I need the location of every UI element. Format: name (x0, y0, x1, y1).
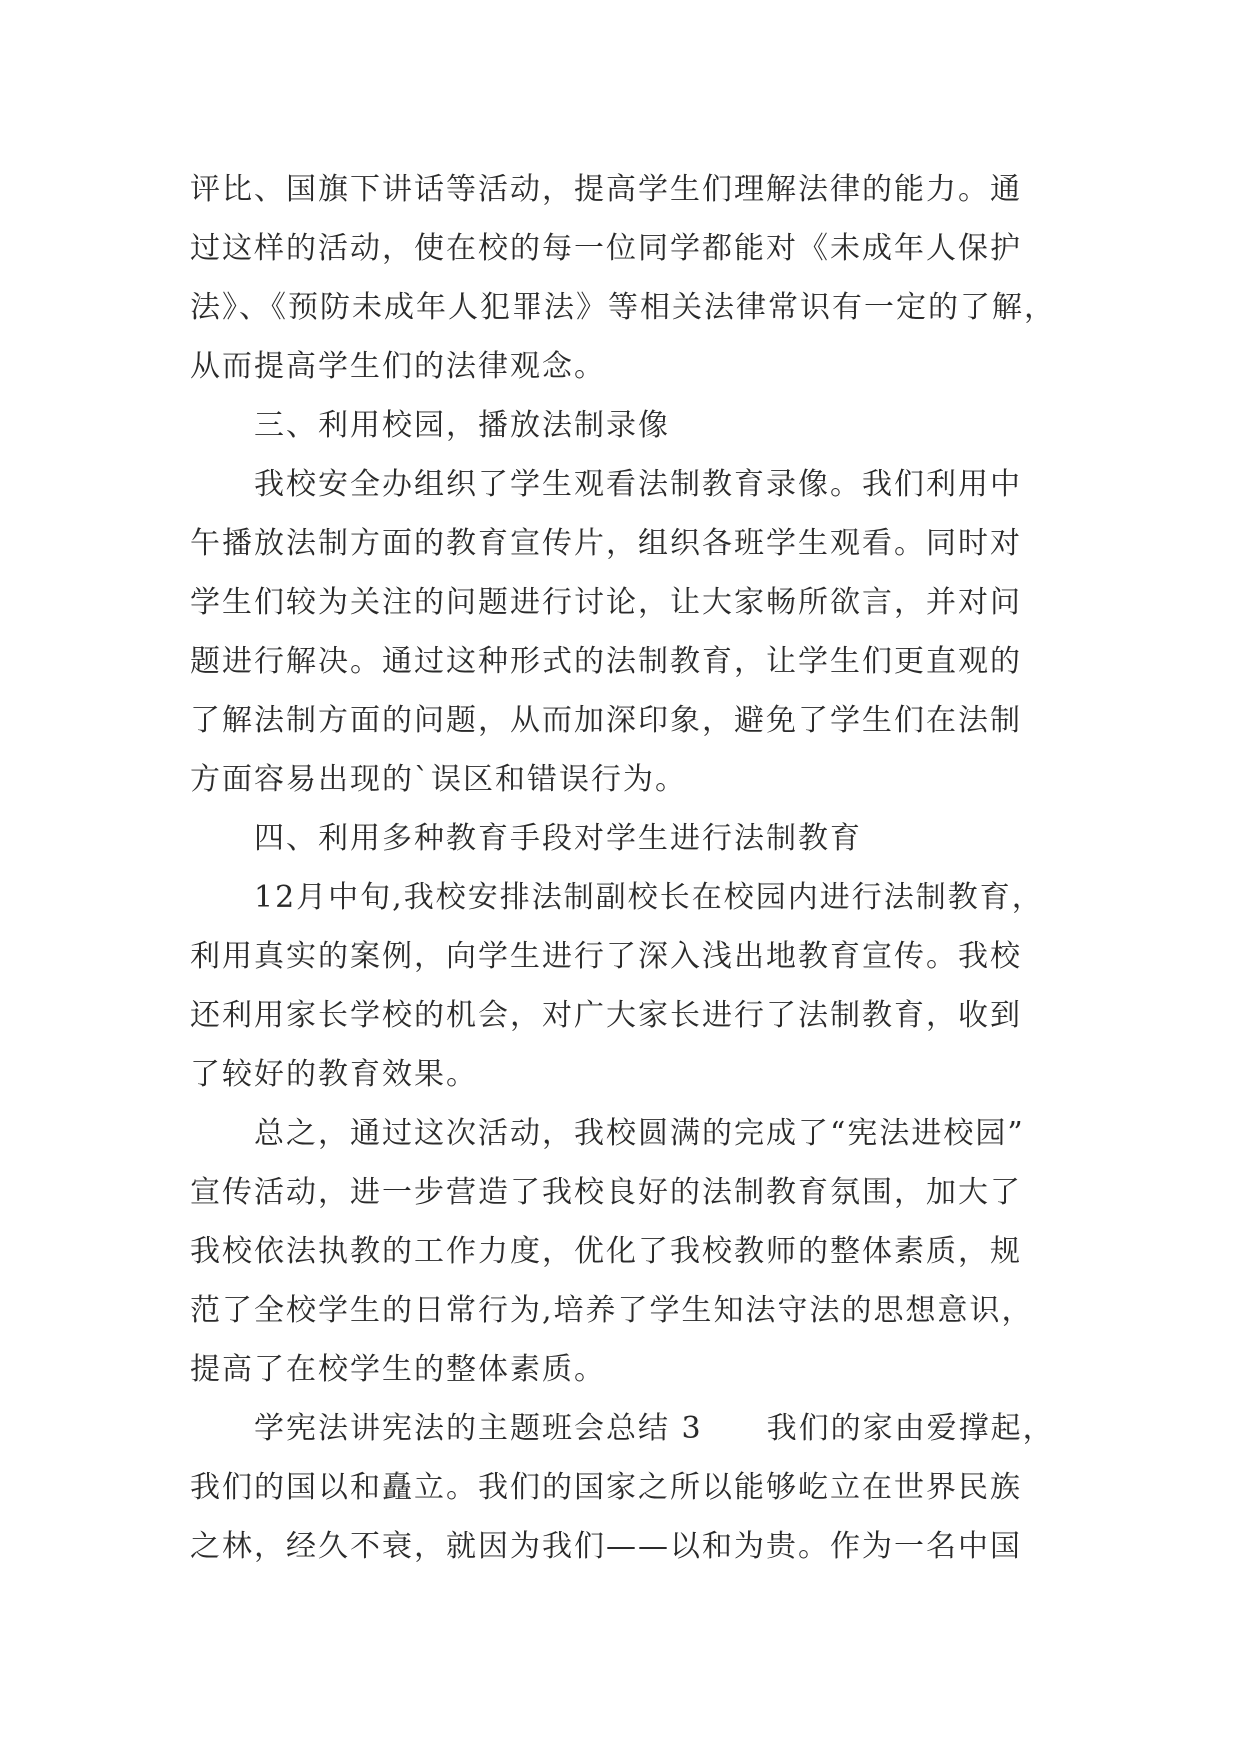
text-line: 评比、国旗下讲话等活动，提高学生们理解法律的能力。通 (190, 172, 1022, 207)
text-line: 12月中旬,我校安排法制副校长在校园内进行法制教育， (254, 880, 1044, 915)
section-heading-3: 三、利用校园，播放法制录像 (254, 408, 670, 443)
text-line: 还利用家长学校的机会，对广大家长进行了法制教育，收到 (190, 998, 1022, 1033)
text-line: 利用真实的案例，向学生进行了深入浅出地教育宣传。我校 (190, 939, 1022, 974)
text-line: 范了全校学生的日常行为,培养了学生知法守法的思想意识， (190, 1293, 1034, 1328)
section-heading-4: 四、利用多种教育手段对学生进行法制教育 (254, 821, 862, 856)
text-line: 之林，经久不衰，就因为我们——以和为贵。作为一名中国 (190, 1529, 1022, 1564)
text-line: 我们的国以和矗立。我们的国家之所以能够屹立在世界民族 (190, 1470, 1022, 1505)
text-line: 方面容易出现的`误区和错误行为。 (190, 762, 687, 797)
text-line: 宣传活动，进一步营造了我校良好的法制教育氛围，加大了 (190, 1175, 1022, 1210)
text-line: 我校依法执教的工作力度，优化了我校教师的整体素质，规 (190, 1234, 1022, 1269)
text-line: 从而提高学生们的法律观念。 (190, 349, 606, 384)
text-line: 法》、《预防未成年人犯罪法》等相关法律常识有一定的了解， (190, 290, 1056, 325)
text-line: 了较好的教育效果。 (190, 1057, 478, 1092)
text-line: 午播放法制方面的教育宣传片，组织各班学生观看。同时对 (190, 526, 1022, 561)
document-body (190, 160, 1090, 1576)
text-line: 学生们较为关注的问题进行讨论，让大家畅所欲言，并对问 (190, 585, 1022, 620)
text-line: 题进行解决。通过这种形式的法制教育，让学生们更直观的 (190, 644, 1022, 679)
text-line: 了解法制方面的问题，从而加深印象，避免了学生们在法制 (190, 703, 1022, 738)
text-line: 提高了在校学生的整体素质。 (190, 1352, 606, 1387)
text-line: 学宪法讲宪法的主题班会总结 3 我们的家由爱撑起， (254, 1411, 1055, 1446)
text-line: 我校安全办组织了学生观看法制教育录像。我们利用中 (254, 467, 1022, 502)
text-line: 总之，通过这次活动，我校圆满的完成了“宪法进校园” (254, 1116, 1025, 1151)
text-line: 过这样的活动，使在校的每一位同学都能对《未成年人保护 (190, 231, 1022, 266)
